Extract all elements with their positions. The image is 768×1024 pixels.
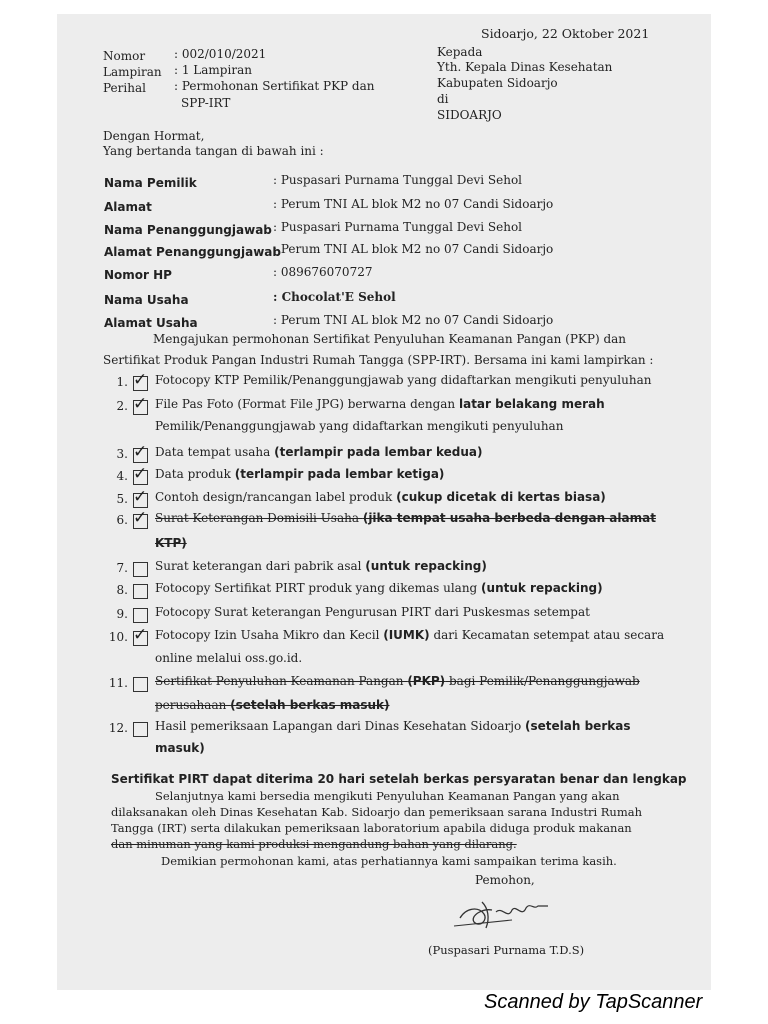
checkmark-icon: ✓: [133, 508, 148, 528]
field-value: : 089676070727: [273, 265, 373, 279]
checkbox-checked: [133, 442, 148, 463]
checkmark-icon: ✓: [133, 370, 148, 390]
checklist-item-text: [155, 742, 205, 754]
item-text: dari Kecamatan setempat atau secara: [429, 628, 665, 642]
checkbox-empty: [133, 677, 148, 692]
emphasis-text: (untuk repacking): [365, 559, 487, 573]
recipient-line: Yth. Kepala Dinas Kesehatan: [437, 60, 613, 74]
recipient-line: Kabupaten Sidoarjo: [437, 76, 558, 90]
checklist-number: 1.: [116, 375, 128, 389]
item-text: Contoh design/rancangan label produk: [155, 490, 397, 504]
emphasis-text: (terlampir pada lembar ketiga): [234, 467, 445, 481]
item-text: Data tempat usaha: [155, 445, 275, 459]
field-value: : Puspasari Purnama Tunggal Devi Sehol: [273, 220, 523, 234]
item-text: bagi Pemilik/Penanggungjawab: [445, 674, 640, 688]
checklist-number: 7.: [116, 561, 128, 575]
meta-label: Perihal: [103, 81, 146, 95]
checklist-item-text: [155, 420, 563, 432]
meta-label: Nomor: [103, 49, 146, 63]
checklist-item-text: [155, 491, 606, 503]
checklist-number: 4.: [116, 469, 128, 483]
emphasis-text: latar belakang merah: [458, 397, 605, 411]
item-text: Sertifikat Penyuluhan Keamanan Pangan: [155, 674, 408, 688]
recipient-line: di: [437, 92, 449, 106]
checklist-number: 5.: [116, 492, 128, 506]
signer-name: (Puspasari Purnama T.D.S): [428, 943, 585, 957]
checkmark-icon: ✓: [133, 394, 148, 414]
checkmark-icon: ✓: [133, 464, 148, 484]
checkmark-icon: ✓: [133, 625, 148, 645]
checkbox-empty: [133, 584, 148, 599]
emphasis-text: (setelah berkas: [525, 719, 631, 733]
checklist-item-text: [155, 560, 487, 572]
field-value: : Perum TNI AL blok M2 no 07 Candi Sidoarjo: [273, 313, 554, 327]
emphasis-text: (untuk repacking): [481, 581, 603, 595]
field-value: : Chocolat'E Sehol: [273, 290, 396, 304]
checkmark-icon: ✓: [133, 442, 148, 462]
checkmark-icon: ✓: [133, 487, 148, 507]
checklist-number: 6.: [116, 513, 128, 527]
checklist-item-text: [155, 398, 605, 410]
emphasis-text: (terlampir pada lembar kedua): [274, 445, 483, 459]
checkbox-checked: [133, 508, 148, 529]
signature-scribble: [452, 898, 562, 936]
intro-line: Mengajukan permohonan Sertifikat Penyuluhan Keamanan Pangan (PKP) dan: [153, 332, 627, 346]
checklist-item-text: [155, 675, 640, 687]
checklist-item-text: [155, 537, 187, 549]
emphasis-text: masuk): [155, 741, 205, 755]
checklist-number: 9.: [116, 607, 128, 621]
checkbox-checked: [133, 487, 148, 508]
item-text: Surat Keterangan Domisili Usaha: [155, 511, 363, 525]
checklist-item-text: [155, 582, 603, 594]
closing-line: Demikian permohonan kami, atas perhatiannya kami sampaikan terima kasih.: [161, 854, 617, 868]
meta-value-cont: SPP-IRT: [181, 96, 231, 110]
sign-label: Pemohon,: [475, 873, 535, 887]
recipient-line: SIDOARJO: [437, 108, 502, 122]
checkbox-empty: [133, 562, 148, 577]
item-text: Fotocopy Izin Usaha Mikro dan Kecil: [155, 628, 384, 642]
emphasis-text: (PKP): [407, 674, 446, 688]
closing-line: Tangga (IRT) serta dilakukan pemeriksaan laboratorium apabila diduga produk makanan: [111, 821, 632, 835]
checkbox-empty: [133, 608, 148, 623]
field-label: Nama Pemilik: [104, 176, 197, 190]
item-text: File Pas Foto (Format File JPG) berwarna dengan: [155, 397, 459, 411]
emphasis-text: KTP): [155, 536, 187, 550]
item-text: Hasil pemeriksaan Lapangan dari Dinas Kesehatan Sidoarjo: [155, 719, 526, 733]
letter-date: Sidoarjo, 22 Oktober 2021: [481, 26, 650, 41]
meta-value: : Permohonan Sertifikat PKP dan: [174, 79, 375, 93]
item-text: Pemilik/Penanggungjawab yang didaftarkan mengikuti penyuluhan: [155, 419, 564, 433]
field-label: Alamat Usaha: [104, 316, 198, 330]
checkbox-checked: [133, 370, 148, 391]
intro-line: Sertifikat Produk Pangan Industri Rumah Tangga (SPP-IRT). Bersama ini kami lampirkan :: [103, 353, 654, 367]
notice-line: Sertifikat PIRT dapat diterima 20 hari setelah berkas persyaratan benar dan lengkap: [111, 772, 687, 786]
field-label: Nama Usaha: [104, 293, 189, 307]
field-label: Alamat Penanggungjawab: [104, 245, 281, 259]
field-value: : Perum TNI AL blok M2 no 07 Candi Sidoarjo: [273, 242, 554, 256]
checklist-item-text: [155, 468, 444, 480]
meta-label: Lampiran: [103, 65, 162, 79]
checklist-item-text: [155, 699, 390, 711]
item-text: perusahaan: [155, 698, 231, 712]
checklist-item-text: [155, 652, 302, 664]
checklist-number: 11.: [108, 676, 128, 690]
item-text: Data produk: [155, 467, 235, 481]
field-value: : Perum TNI AL blok M2 no 07 Candi Sidoarjo: [273, 197, 554, 211]
emphasis-text: (cukup dicetak di kertas biasa): [396, 490, 606, 504]
item-text: online melalui oss.go.id.: [155, 651, 303, 665]
checklist-item-text: [155, 720, 630, 732]
checklist-item-text: [155, 446, 483, 458]
scanner-watermark: Scanned by TapScanner: [484, 991, 703, 1013]
field-label: Nomor HP: [104, 268, 172, 282]
checkbox-checked: [133, 464, 148, 485]
checkbox-empty: [133, 722, 148, 737]
meta-value: : 002/010/2021: [174, 47, 267, 61]
checklist-number: 8.: [116, 583, 128, 597]
meta-value: : 1 Lampiran: [174, 63, 252, 77]
checklist-item-text: [155, 374, 651, 386]
checkbox-checked: [133, 625, 148, 646]
checklist-number: 3.: [116, 447, 128, 461]
greeting: Dengan Hormat,: [103, 129, 205, 143]
checkbox-checked: [133, 394, 148, 415]
checklist-number: 12.: [108, 721, 128, 735]
field-label: Nama Penanggungjawab: [104, 223, 272, 237]
closing-line: dilaksanakan oleh Dinas Kesehatan Kab. Sidoarjo dan pemeriksaan sarana Industri Rumah: [111, 805, 643, 819]
closing-line: dan minuman yang kami produksi mengandung bahan yang dilarang.: [111, 837, 517, 851]
closing-line: Selanjutnya kami bersedia mengikuti Penyuluhan Keamanan Pangan yang akan: [155, 789, 620, 803]
item-text: Surat keterangan dari pabrik asal: [155, 559, 366, 573]
field-label: Alamat: [104, 200, 152, 214]
emphasis-text: (setelah berkas masuk): [230, 698, 390, 712]
checklist-item-text: [155, 606, 590, 618]
item-text: Fotocopy Sertifikat PIRT produk yang dikemas ulang: [155, 581, 482, 595]
emphasis-text: (jika tempat usaha berbeda dengan alamat: [362, 511, 656, 525]
field-value: : Puspasari Purnama Tunggal Devi Sehol: [273, 173, 523, 187]
greeting-sub: Yang bertanda tangan di bawah ini :: [103, 144, 324, 158]
checklist-item-text: [155, 629, 664, 641]
checklist-number: 10.: [108, 630, 128, 644]
item-text: Fotocopy Surat keterangan Pengurusan PIRT dari Puskesmas setempat: [155, 605, 590, 619]
checklist-item-text: [155, 512, 656, 524]
item-text: Fotocopy KTP Pemilik/Penanggungjawab yang didaftarkan mengikuti penyuluhan: [155, 373, 652, 387]
emphasis-text: (IUMK): [383, 628, 430, 642]
checklist-number: 2.: [116, 399, 128, 413]
recipient-line: Kepada: [437, 45, 483, 59]
